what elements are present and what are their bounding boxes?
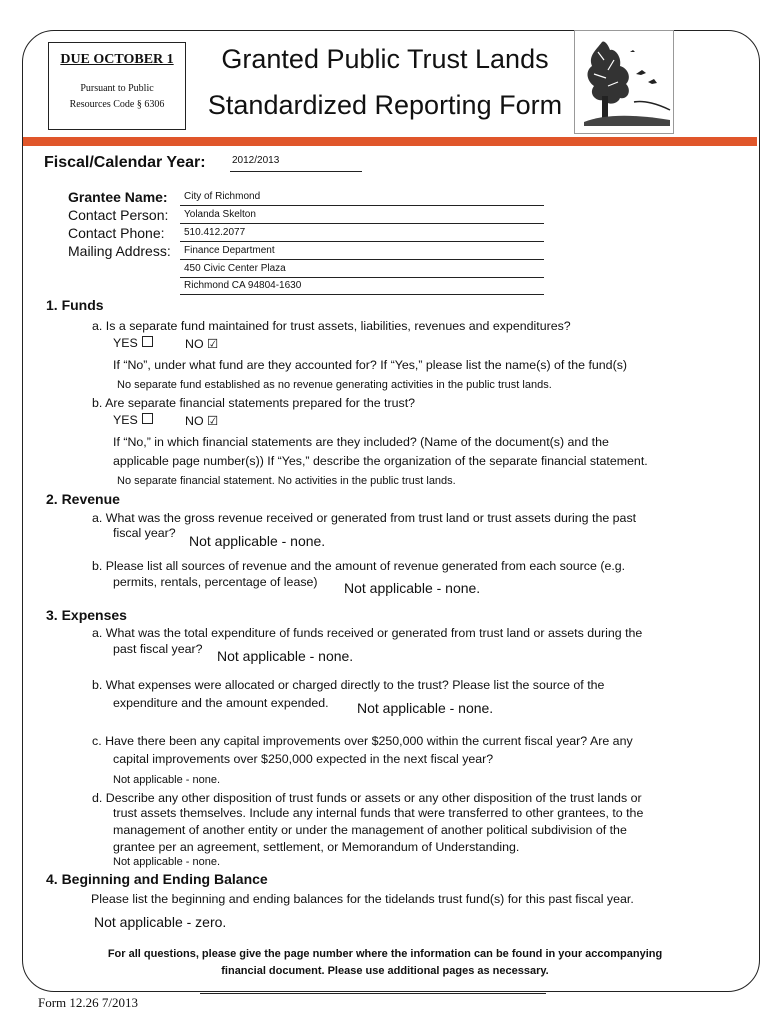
expenses-question-d-line-4: grantee per an agreement, settlement, or Memorandum of Understanding. [113,840,520,854]
funds-a-no-option [185,336,218,351]
section-funds-heading: 1. Funds [46,297,104,313]
form-title-line-1: Granted Public Trust Lands [221,44,549,74]
due-date-box [48,42,186,130]
no-label: NO [185,414,204,428]
contact-phone-underline [180,241,544,242]
yes-label: YES [113,413,138,427]
expenses-question-b-line-1: b. What expenses were allocated or charged directly to the trust? Please list the source of the [92,678,605,692]
checkbox-unchecked-icon[interactable] [142,413,153,424]
revenue-b-answer: Not applicable - none. [344,580,481,596]
yes-label: YES [113,336,138,350]
expenses-question-d-line-3: management of another entity or under the management of another political subdivision of the [113,823,627,837]
tree-logo-icon [574,30,674,134]
expenses-question-c-line-1: c. Have there been any capital improvements over $250,000 within the current fiscal year? Are any [92,734,633,748]
section-expenses-heading: 3. Expenses [46,607,127,623]
mailing-address-underline-2 [180,277,544,278]
revenue-question-b-line-2: permits, rentals, percentage of lease) [113,575,318,589]
balance-answer: Not applicable - zero. [94,914,227,930]
contact-person-value: Yolanda Skelton [184,209,256,220]
grantee-name-underline [180,205,544,206]
mailing-address-label: Mailing Address: [68,243,171,259]
grantee-name-value: City of Richmond [184,191,261,202]
expenses-question-a-line-2: past fiscal year? [113,642,203,656]
funds-a-followup: If “No”, under what fund are they accounted for? If “Yes,” please list the name(s) of the fund(s) [113,358,628,372]
expenses-a-answer: Not applicable - none. [217,648,354,664]
mailing-address-underline-3 [180,294,544,295]
funds-b-no-option [185,413,218,428]
footer-note-line-1: For all questions, please give the page number where the information can be found in your accompanying [107,948,663,960]
checkbox-checked-icon[interactable]: ☑ [207,337,219,351]
section-revenue-heading: 2. Revenue [46,491,120,507]
fiscal-year-underline [230,171,362,172]
revenue-question-a-line-2: fiscal year? [113,526,176,540]
expenses-question-b-line-2: expenditure and the amount expended. [113,696,329,710]
revenue-question-a-line-1: a. What was the gross revenue received or generated from trust land or trust assets during the past [92,511,637,525]
grantee-name-label: Grantee Name: [68,189,168,205]
mailing-address-line-2: 450 Civic Center Plaza [184,263,286,274]
accent-divider [23,137,757,146]
expenses-c-answer: Not applicable - none. [113,774,221,786]
signature-line [200,993,546,994]
funds-question-a: a. Is a separate fund maintained for trust assets, liabilities, revenues and expenditures? [92,319,571,333]
footer-note-line-2: financial document. Please use additional pages as necessary. [221,965,549,977]
funds-a-yes-option [113,336,153,350]
balance-question: Please list the beginning and ending balances for the tidelands trust fund(s) for this past fiscal year. [91,892,634,906]
funds-b-answer: No separate financial statement. No activities in the public trust lands. [117,475,456,487]
mailing-address-line-1: Finance Department [184,245,275,256]
pursuant-line-2: Resources Code § 6306 [69,99,165,110]
contact-phone-value: 510.412.2077 [184,227,246,238]
funds-question-b: b. Are separate financial statements prepared for the trust? [92,396,416,410]
section-balance-heading: 4. Beginning and Ending Balance [46,871,268,887]
funds-b-followup-1: If “No,” in which financial statements are they included? (Name of the document(s) and the [113,435,609,449]
revenue-question-b-line-1: b. Please list all sources of revenue and the amount of revenue generated from each source (e.g. [92,559,626,573]
expenses-question-d-line-1: d. Describe any other disposition of trust funds or assets or any other disposition of the trust lands or [92,791,642,805]
expenses-question-d-line-2: trust assets themselves. Include any internal funds that were transferred to other grantees, to the [113,806,644,820]
expenses-question-a-line-1: a. What was the total expenditure of funds received or generated from trust land or assets during the [92,626,643,640]
contact-person-label: Contact Person: [68,207,169,223]
pursuant-line-1: Pursuant to Public [80,83,154,94]
no-label: NO [185,337,204,351]
revenue-a-answer: Not applicable - none. [189,533,326,549]
fiscal-year-label: Fiscal/Calendar Year: [44,154,206,171]
expenses-d-answer: Not applicable - none. [113,856,221,868]
form-number: Form 12.26 7/2013 [38,995,139,1010]
fiscal-year-value: 2012/2013 [232,155,280,166]
due-date-label: DUE OCTOBER 1 [60,52,174,67]
expenses-question-c-line-2: capital improvements over $250,000 expected in the next fiscal year? [113,752,494,766]
mailing-address-underline-1 [180,259,544,260]
mailing-address-line-3: Richmond CA 94804-1630 [184,280,302,291]
checkbox-unchecked-icon[interactable] [142,336,153,347]
checkbox-checked-icon[interactable]: ☑ [207,414,219,428]
expenses-b-answer: Not applicable - none. [357,700,494,716]
funds-b-yes-option [113,413,153,427]
funds-b-followup-2: applicable page number(s)) If “Yes,” describe the organization of the separate financial statement. [113,454,648,468]
contact-phone-label: Contact Phone: [68,225,165,241]
form-title-line-2: Standardized Reporting Form [207,90,563,120]
funds-a-answer: No separate fund established as no revenue generating activities in the public trust lands. [117,379,552,391]
contact-person-underline [180,223,544,224]
